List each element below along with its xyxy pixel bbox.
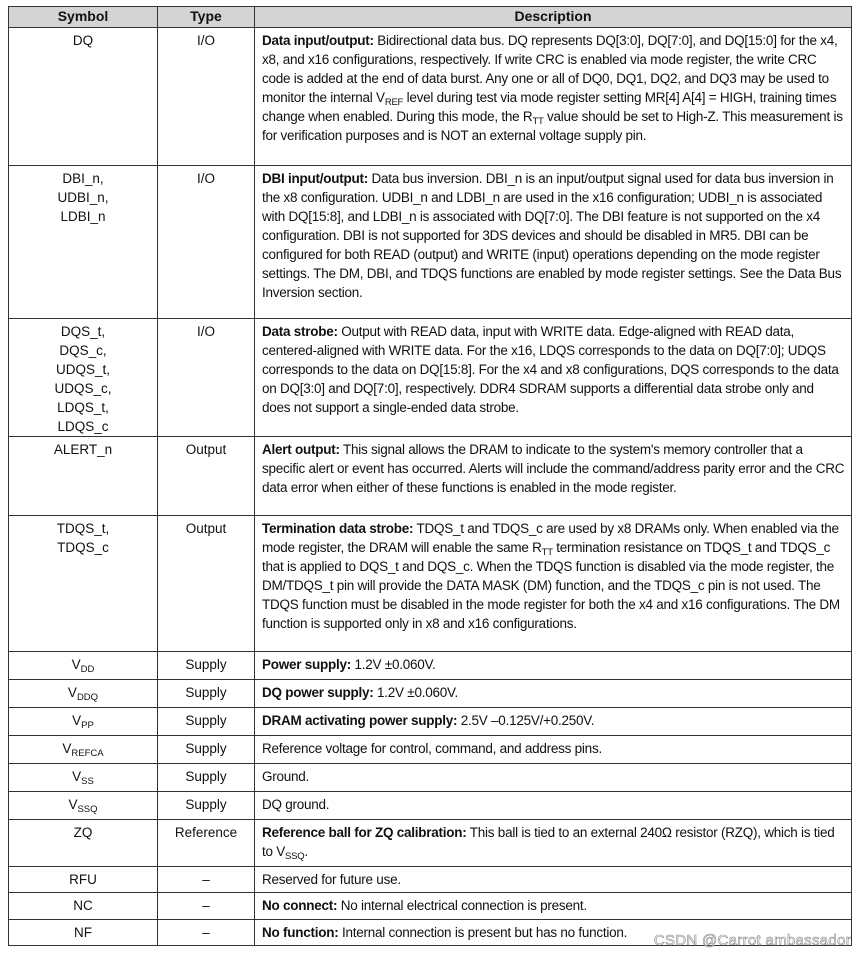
symbol-line xyxy=(9,923,157,942)
symbol-cell xyxy=(9,319,158,437)
symbol-line xyxy=(9,398,157,417)
text-segment: value should be set to High-Z. This measurement is for verification purposes and is NOT an external voltage supply pin. xyxy=(262,109,843,143)
symbol-line xyxy=(9,823,157,842)
text-segment: RFU xyxy=(69,872,97,887)
subscript-text: TT xyxy=(532,116,544,127)
text-segment: 2.5V –0.125V/+0.250V. xyxy=(457,713,595,728)
description-cell xyxy=(255,166,852,319)
table-row xyxy=(9,736,852,764)
type-cell: Reference xyxy=(158,820,255,867)
symbol-line xyxy=(9,207,157,226)
text-segment: level during test via mode register setting MR[4] A[4] = HIGH, training times change when enabled. During this mode, the R xyxy=(262,90,837,124)
symbol-cell xyxy=(9,920,158,946)
table-row xyxy=(9,708,852,736)
description-cell xyxy=(255,764,852,792)
symbol-cell xyxy=(9,820,158,867)
symbol-line xyxy=(9,379,157,398)
table-row xyxy=(9,764,852,792)
description-cell xyxy=(255,680,852,708)
description-cell xyxy=(255,708,852,736)
watermark: CSDN @Carrot ambassador xyxy=(653,932,851,949)
text-segment: NF xyxy=(74,925,92,940)
table-row xyxy=(9,867,852,893)
table-row xyxy=(9,516,852,652)
text-segment: DQ xyxy=(72,33,94,48)
type-cell: Output xyxy=(158,437,255,516)
text-segment: UDQS_c, xyxy=(54,381,112,396)
text-segment: No internal electrical connection is present. xyxy=(337,898,587,913)
subscript-text: SS xyxy=(81,776,94,787)
text-segment: LDQS_t, xyxy=(57,400,109,415)
text-segment: UDQS_t, xyxy=(55,362,110,377)
symbol-line xyxy=(9,417,157,436)
description-cell xyxy=(255,867,852,893)
text-segment: V xyxy=(62,741,72,756)
bold-term: Termination data strobe: xyxy=(262,521,414,536)
text-segment: 1.2V ±0.060V. xyxy=(351,657,436,672)
subscript-text: REFCA xyxy=(71,748,104,759)
text-segment: DQS_t, xyxy=(60,324,106,339)
symbol-line xyxy=(9,739,157,758)
text-segment: LDQS_c xyxy=(57,419,109,434)
text-segment: DQ ground. xyxy=(262,797,330,812)
type-cell: Supply xyxy=(158,792,255,820)
description-cell xyxy=(255,319,852,437)
symbol-cell xyxy=(9,792,158,820)
symbol-line xyxy=(9,440,157,459)
description-cell xyxy=(255,652,852,680)
text-segment: . xyxy=(304,844,308,859)
symbol-cell xyxy=(9,867,158,893)
text-segment: Reserved for future use. xyxy=(262,872,401,887)
symbol-line xyxy=(9,519,157,538)
symbol-cell xyxy=(9,516,158,652)
bold-term: Data input/output: xyxy=(262,33,374,48)
text-segment: TDQS_c xyxy=(57,540,109,555)
description-cell xyxy=(255,28,852,166)
type-cell: Supply xyxy=(158,652,255,680)
text-segment: 1.2V ±0.060V. xyxy=(373,685,458,700)
symbol-line xyxy=(9,655,157,674)
description-cell xyxy=(255,516,852,652)
symbol-cell xyxy=(9,764,158,792)
text-segment: V xyxy=(72,713,82,728)
bold-term: No function: xyxy=(262,925,339,940)
subscript-text: TT xyxy=(541,547,553,558)
description-cell xyxy=(255,893,852,920)
type-cell: – xyxy=(158,920,255,946)
bold-term: DQ power supply: xyxy=(262,685,374,700)
table-row xyxy=(9,166,852,319)
text-segment: This signal allows the DRAM to indicate to the system's memory controller that a specific alert or event has occurred. Alerts will include the command/address parity error and the CRC data error when either of these functions is enabled in the mode register. xyxy=(262,442,845,495)
header-symbol: Symbol xyxy=(9,7,158,28)
type-cell: I/O xyxy=(158,319,255,437)
symbol-line xyxy=(9,870,157,889)
subscript-text: SSQ xyxy=(77,804,98,815)
text-segment: Data bus inversion. DBI_n is an input/output signal used for data bus inversion in the x8 configuration. UDBI_n and LDBI_n are used in the x16 configuration; UDBI_n is associated with DQ[15:8], and LDBI_n is associated with DQ[7:0]. The DBI feature is not supported on the x4 configuration. DBI is not supported for 3DS devices and should be disabled in MR5. DBI can be configured for both READ (output) and WRITE (input) operations depending on the mode register settings. The DM, DBI, and TDQS functions are enabled by mode register settings. See the Data Bus Inversion section. xyxy=(262,171,842,300)
text-segment: V xyxy=(68,797,78,812)
subscript-text: SSQ xyxy=(285,851,305,862)
signal-description-table xyxy=(8,6,852,946)
type-cell: – xyxy=(158,867,255,893)
type-cell: Supply xyxy=(158,736,255,764)
symbol-cell xyxy=(9,28,158,166)
table-row xyxy=(9,820,852,867)
symbol-line xyxy=(9,795,157,814)
symbol-line xyxy=(9,896,157,915)
table-row xyxy=(9,652,852,680)
type-cell: – xyxy=(158,893,255,920)
text-segment: Ground. xyxy=(262,769,310,784)
symbol-cell xyxy=(9,437,158,516)
symbol-line xyxy=(9,538,157,557)
symbol-cell xyxy=(9,736,158,764)
type-cell: Output xyxy=(158,516,255,652)
text-segment: Bidirectional data bus. DQ represents DQ[3:0], DQ[7:0], and DQ[15:0] for the x4, x8, and x16 configurations, respectively. If write CRC is enabled via mode register, the write CRC code is added at the end of data burst. Any one or all of DQ0, DQ1, DQ2, and DQ3 may be used to monitor the internal V xyxy=(262,33,838,105)
type-cell: I/O xyxy=(158,166,255,319)
bold-term: Alert output: xyxy=(262,442,340,457)
bold-term: DRAM activating power supply: xyxy=(262,713,458,728)
subscript-text: REF xyxy=(384,97,404,108)
symbol-cell xyxy=(9,680,158,708)
text-segment: Internal connection is present but has no function. xyxy=(338,925,628,940)
text-segment: This ball is tied to an external 240Ω resistor (RZQ), which is tied to V xyxy=(262,825,835,859)
symbol-line xyxy=(9,322,157,341)
text-segment: LDBI_n xyxy=(60,209,106,224)
symbol-line xyxy=(9,341,157,360)
bold-term: No connect: xyxy=(262,898,338,913)
bold-term: DBI input/output: xyxy=(262,171,368,186)
text-segment: Output with READ data, input with WRITE data. Edge-aligned with READ data, centered-aligned with WRITE data. For the x16, LDQS corresponds to the data on DQ[7:0]; UDQS corresponds to the data on DQ[15:8]. For the x4 and x8 configurations, DQS corresponds to the data on DQ[3:0] and DQ[7:0], respectively. DDR4 SDRAM supports a differential data strobe only and does not support a single-ended data strobe. xyxy=(262,324,839,415)
symbol-line xyxy=(9,767,157,786)
bold-term: Data strobe: xyxy=(262,324,338,339)
text-segment: V xyxy=(67,685,77,700)
symbol-line xyxy=(9,31,157,50)
table-row xyxy=(9,792,852,820)
text-segment: DBI_n, xyxy=(62,171,104,186)
symbol-cell xyxy=(9,893,158,920)
table-row xyxy=(9,28,852,166)
table-row xyxy=(9,437,852,516)
table-body xyxy=(9,28,852,946)
symbol-line xyxy=(9,683,157,702)
text-segment: V xyxy=(72,769,82,784)
type-cell: I/O xyxy=(158,28,255,166)
type-cell: Supply xyxy=(158,680,255,708)
text-segment: ZQ xyxy=(73,825,93,840)
header-type: Type xyxy=(158,7,255,28)
description-cell xyxy=(255,437,852,516)
text-segment: termination resistance on TDQS_t and TDQS_c that is applied to DQS_t and DQS_c. When the TDQS function is disabled via the mode register, the DM/TDQS_t pin will provide the DATA MASK (DM) function, and the TDQS_c pin is not used. The TDQS function must be disabled in the mode register for both the x4 and x16 configurations. The DM function is supported only in x8 and x16 configurations. xyxy=(262,540,840,631)
type-cell: Supply xyxy=(158,708,255,736)
text-segment: UDBI_n, xyxy=(57,190,109,205)
text-segment: V xyxy=(71,657,81,672)
header-description: Description xyxy=(255,7,852,28)
table-row xyxy=(9,680,852,708)
text-segment: Reference voltage for control, command, and address pins. xyxy=(262,741,602,756)
bold-term: Power supply: xyxy=(262,657,352,672)
table-row xyxy=(9,319,852,437)
subscript-text: DD xyxy=(80,664,95,675)
symbol-cell xyxy=(9,166,158,319)
description-cell xyxy=(255,792,852,820)
text-segment: TDQS_t, xyxy=(56,521,110,536)
subscript-text: DDQ xyxy=(76,692,99,703)
table-header-row xyxy=(9,7,852,28)
bold-term: Reference ball for ZQ calibration: xyxy=(262,825,467,840)
symbol-cell xyxy=(9,652,158,680)
symbol-line xyxy=(9,360,157,379)
subscript-text: PP xyxy=(81,720,94,731)
text-segment: ALERT_n xyxy=(53,442,113,457)
text-segment: DQS_c, xyxy=(59,343,107,358)
description-cell xyxy=(255,736,852,764)
type-cell: Supply xyxy=(158,764,255,792)
text-segment: NC xyxy=(73,898,93,913)
description-cell xyxy=(255,820,852,867)
text-segment: TDQS_t and TDQS_c are used by x8 DRAMs only. When enabled via the mode register, the DRAM will enable the same R xyxy=(262,521,839,555)
table-row xyxy=(9,893,852,920)
symbol-line xyxy=(9,711,157,730)
symbol-line xyxy=(9,169,157,188)
symbol-cell xyxy=(9,708,158,736)
symbol-line xyxy=(9,188,157,207)
